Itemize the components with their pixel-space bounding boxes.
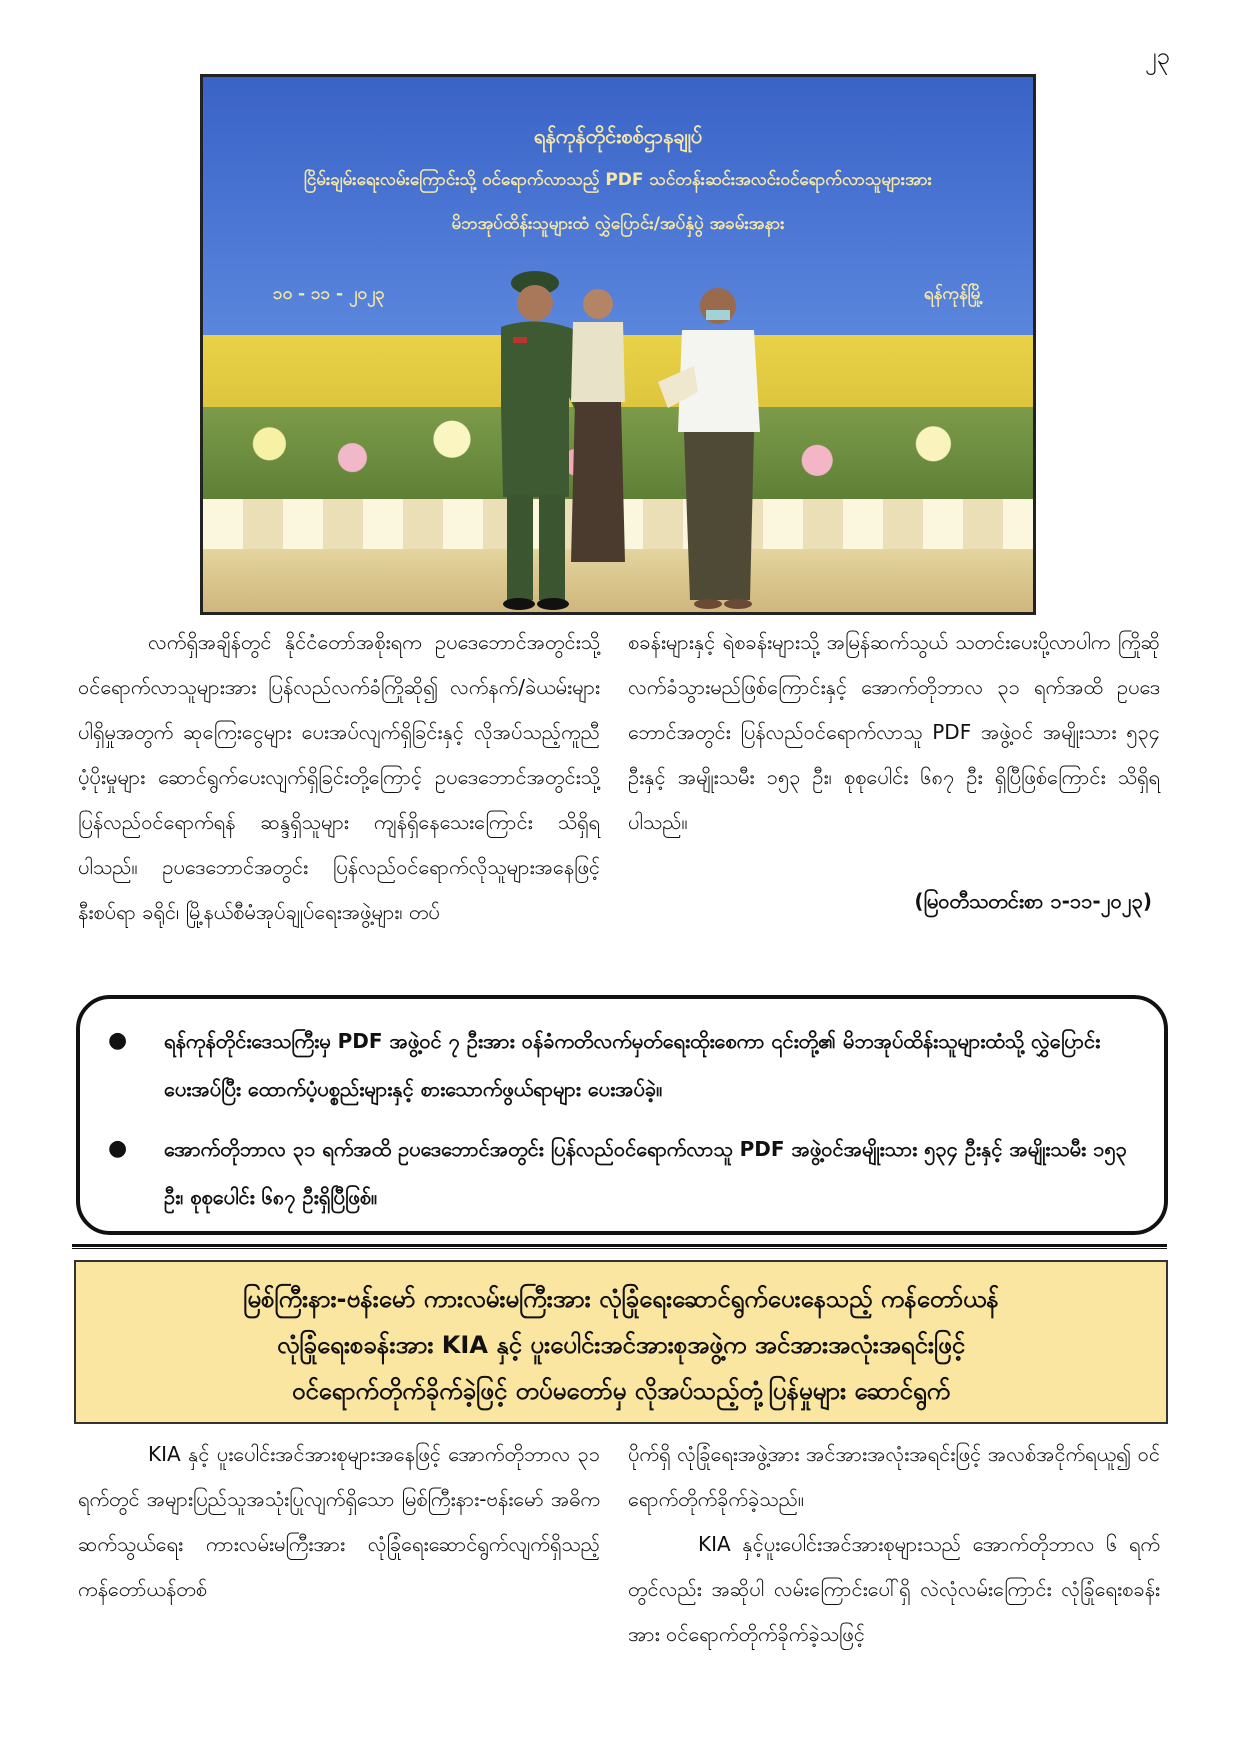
article2-headline-box [74, 1260, 1168, 1424]
article1-left-text: လက်ရှိအချိန်တွင် နိုင်ငံတော်အစိုးရက ဥပဒေဘောင်အတွင်းသို့ ဝင်ရောက်လာသူများအား ပြန်လည်လက်ခံကြိုဆို၍ လက်နက်/ခဲယမ်းများပါရှိမှုအတွက် ဆုကြေးငွေများ ပေးအပ်လျက်ရှိခြင်းနှင့် လိုအပ်သည့်ကူညီပံ့ပိုးမှုများ ဆောင်ရွက်ပေးလျက်ရှိခြင်းတို့ကြောင့် ဥပဒေဘောင်အတွင်းသို့ ပြန်လည်ဝင်ရောက်ရန် ဆန္ဒရှိသူများ ကျန်ရှိနေသေးကြောင်း သိရှိရပါသည်။ ဥပဒေဘောင်အတွင်း ပြန်လည်ဝင်ရောက်လိုသူများအနေဖြင့် နီးစပ်ရာ ခရိုင်၊ မြို့နယ်စီမံအုပ်ချုပ်ရေးအဖွဲ့များ၊ တပ် [78, 630, 600, 924]
article1-source: (မြဝတီသတင်းစာ ၁-၁၁-၂၀၂၃) [914, 889, 1152, 913]
article2-right-paragraph: KIA နှင့်ပူးပေါင်းအင်အားစုများသည် အောက်တိုဘာလ ၆ ရက်တွင်လည်း အဆိုပါ လမ်းကြောင်းပေါ်ရှိ လဲလုံလမ်းကြောင်း လုံခြုံရေးစခန်းအား ဝင်ရောက်တိုက်ခိုက်ခဲ့သဖြင့် [628, 1532, 1160, 1646]
highlight-box [76, 995, 1168, 1235]
headline-line: မြစ်ကြီးနား-ဗန်းမော် ကားလမ်းမကြီးအား လုံခြုံရေးဆောင်ရွက်ပေးနေသည့် ကန်တော်ယန် [243, 1285, 999, 1313]
article2-left-column [78, 1432, 600, 1612]
bullet-icon: ● [108, 1028, 128, 1053]
highlight-text: အောက်တိုဘာလ ၃၁ ရက်အထိ ဥပဒေဘောင်အတွင်း ပြန်လည်ဝင်ရောက်လာသူ PDF အဖွဲ့ဝင်အမျိုးသား ၅၃၄ ဦးနှင့် အမျိုးသမီး ၁၅၃ ဦး၊ စုစုပေါင်း ၆၈၇ ဦးရှိပြီဖြစ်။ [164, 1137, 1127, 1209]
highlight-item [108, 1017, 1134, 1113]
article2-right-paragraph: ပိုက်ရှိ လုံခြုံရေးအဖွဲ့အား အင်အားအလုံးအရင်းဖြင့် အလစ်အငိုက်ရယူ၍ ဝင်ရောက်တိုက်ခိုက်ခဲ့သည်။ [628, 1442, 1160, 1511]
highlight-text: ရန်ကုန်တိုင်းဒေသကြီးမှ PDF အဖွဲ့ဝင် ၇ ဦးအား ဝန်ခံကတိလက်မှတ်ရေးထိုးစေကာ ၎င်းတို့၏ မိဘအုပ်ထိန်းသူများထံသို့ လွှဲပြောင်းပေးအပ်ပြီး ထောက်ပံ့ပစ္စည်းများနှင့် စားသောက်ဖွယ်ရာများ ပေးအပ်ခဲ့။ [164, 1029, 1101, 1101]
banner-event-name: မိဘအုပ်ထိန်းသူများထံ လွှဲပြောင်း/အပ်နှံပွဲ အခမ်းအနား [451, 214, 785, 234]
headline-line: လုံခြုံရေးစခန်းအား KIA နှင့် ပူးပေါင်းအင်အားစုအဖွဲ့က အင်အားအလုံးအရင်းဖြင့် [276, 1331, 966, 1359]
article2-right-column [628, 1432, 1160, 1657]
bullet-icon: ● [108, 1136, 128, 1161]
page-number: ၂၃ [1144, 42, 1170, 70]
event-photo [200, 74, 1036, 615]
banner-date: ၁၀ - ၁၁ - ၂၀၂၃ [273, 284, 385, 304]
article1-right-column [628, 620, 1160, 845]
article1-left-column [78, 620, 600, 935]
banner-city: ရန်ကုန်မြို့ [923, 284, 983, 304]
youth-figure [658, 282, 768, 612]
headline-line: ဝင်ရောက်တိုက်ခိုက်ခဲ့ဖြင့် တပ်မတော်မှ လိုအပ်သည့်တုံ့ပြန်မှုများ ဆောင်ရွက် [291, 1377, 951, 1405]
section-divider [72, 1244, 1167, 1249]
article1-right-text: စခန်းများနှင့် ရဲစခန်းများသို့ အမြန်ဆက်သွယ် သတင်းပေးပို့လာပါက ကြိုဆိုလက်ခံသွားမည်ဖြစ်ကြောင်းနှင့် အောက်တိုဘာလ ၃၁ ရက်အထိ ဥပဒေဘောင်အတွင်း ပြန်လည်ဝင်ရောက်လာသူ PDF အဖွဲ့ဝင် အမျိုးသား ၅၃၄ ဦးနှင့် အမျိုးသမီး ၁၅၃ ဦး၊ စုစုပေါင်း ၆၈၇ ဦး ရှိပြီဖြစ်ကြောင်း သိရှိရပါသည်။ [628, 630, 1160, 834]
banner-subtitle: ငြိမ်းချမ်းရေးလမ်းကြောင်းသို့ ဝင်ရောက်လာသည့် PDF သင်တန်းဆင်းအလင်းဝင်ရောက်လာသူများအား [304, 170, 932, 190]
article2-left-text: KIA နှင့် ပူးပေါင်းအင်အားစုများအနေဖြင့် အောက်တိုဘာလ ၃၁ ရက်တွင် အများပြည်သူအသုံးပြုလျက်ရှိသော မြစ်ကြီးနား-ဗန်းမော် အဓိကဆက်သွယ်ရေး ကားလမ်းမကြီးအား လုံခြုံရေးဆောင်ရွက်လျက်ရှိသည့် ကန်တော်ယန်တစ် [78, 1442, 600, 1601]
attendee-figure [563, 282, 633, 572]
highlight-item [108, 1125, 1134, 1221]
banner-title: ရန်ကုန်တိုင်းစစ်ဌာနချုပ် [533, 124, 703, 148]
